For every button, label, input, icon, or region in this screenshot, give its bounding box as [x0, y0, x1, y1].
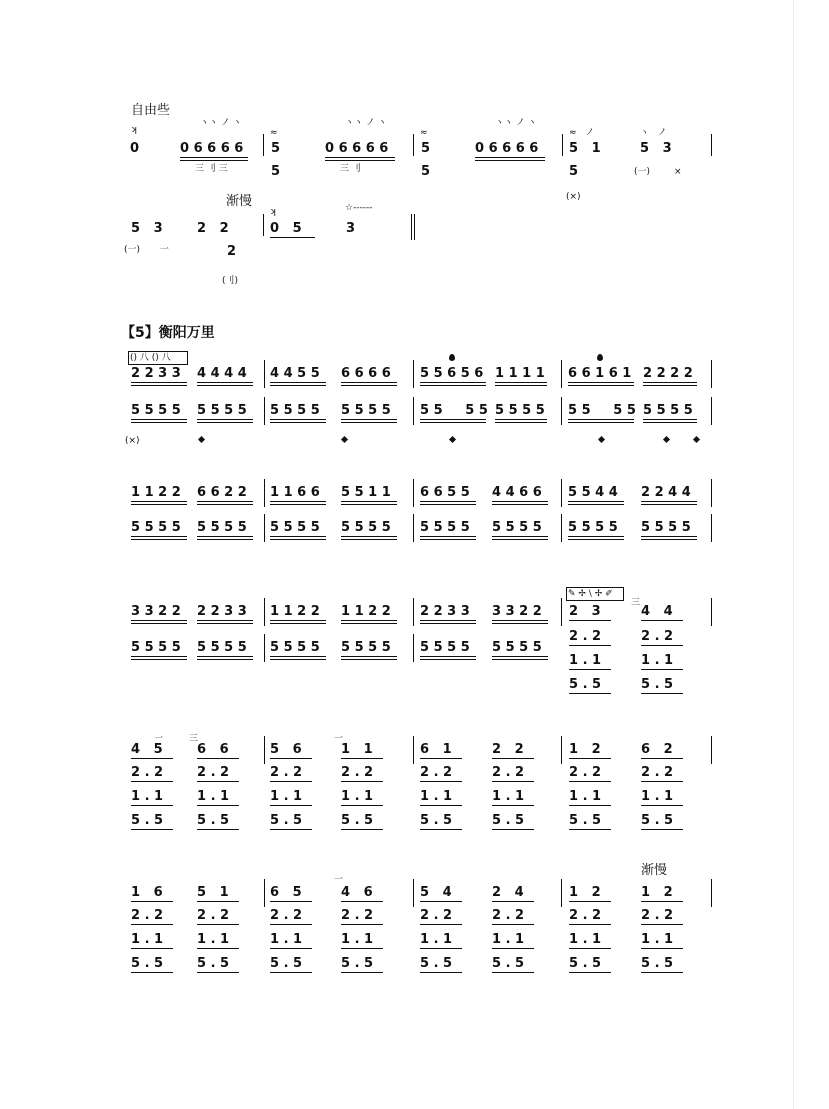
fingering-text: () 八 () 八 — [130, 353, 171, 363]
barline — [264, 598, 265, 626]
stack-note: 5 . 5 — [569, 956, 602, 971]
note-group: 0 6 6 6 6 — [325, 141, 389, 156]
note: 5 1 — [569, 141, 601, 156]
note-group: 6 5 — [270, 885, 302, 900]
barline — [264, 879, 265, 907]
note-group: 5 5 5 5 — [270, 640, 320, 655]
barline — [711, 397, 712, 425]
stack-note: 2 . 2 — [131, 765, 164, 780]
arc-mark: ヽヽ ノ ヽ — [495, 118, 537, 128]
note-group: 5 5 5 5 — [197, 640, 247, 655]
stack-note: 2 . 2 — [270, 908, 303, 923]
mark: (一) — [634, 167, 651, 177]
stack-note: 1 . 1 — [341, 932, 374, 947]
final-barline — [414, 214, 415, 240]
dot-mark — [341, 436, 348, 443]
ornament: ≈ — [420, 128, 428, 138]
stack-note: 2 . 2 — [420, 765, 453, 780]
note-group: 5 5 5 5 — [131, 640, 181, 655]
note-group: 1 2 — [641, 885, 673, 900]
note-group: 5 5 5 5 — [420, 403, 488, 418]
barline — [561, 736, 562, 764]
note-group: 1 1 6 6 — [270, 485, 320, 500]
note-group: 2 4 — [492, 885, 524, 900]
note-group: 5 5 5 5 — [420, 520, 470, 535]
tempo-slow-label: 渐慢 — [226, 194, 253, 209]
mark: × — [674, 167, 682, 177]
arc-mark: ヽヽ ノ ヽ — [200, 118, 242, 128]
stack-note: 2 . 2 — [569, 629, 602, 644]
note-group: 5 5 5 5 — [197, 520, 247, 535]
ornament: ヽ ノ — [640, 128, 667, 138]
note-group: 2 3 — [569, 604, 601, 619]
mark: 一 — [160, 245, 170, 255]
stack-note: 1 . 1 — [641, 789, 674, 804]
stack-note: 1 . 1 — [641, 932, 674, 947]
note-group: 5 1 — [197, 885, 229, 900]
note-group: 4 6 — [341, 885, 373, 900]
ornament: ≈ — [270, 128, 278, 138]
barline — [711, 360, 712, 388]
note-group: 2 2 3 3 — [131, 366, 181, 381]
breath-mark: ʞ — [270, 207, 277, 217]
barline — [264, 634, 265, 662]
technique-mark: 三 刂 — [340, 164, 361, 174]
stack-note: 1 . 1 — [197, 789, 230, 804]
note-group: 4 4 5 5 — [270, 366, 320, 381]
stack-note: 2 . 2 — [270, 765, 303, 780]
stack-note: 5 . 5 — [641, 813, 674, 828]
note-group: 1 6 — [131, 885, 163, 900]
note-group: 4 4 — [641, 604, 673, 619]
note-group: 5 5 5 5 — [131, 403, 181, 418]
stack-note: 1 . 1 — [131, 932, 164, 947]
stack-note: 5 . 5 — [492, 813, 525, 828]
section-title: 【5】衡阳万里 — [121, 325, 215, 341]
note: 2 — [227, 244, 237, 259]
mark: 一 — [334, 734, 344, 744]
barline — [561, 879, 562, 907]
note-group: 0 6 6 6 6 — [180, 141, 244, 156]
stack-note: 5 . 5 — [197, 956, 230, 971]
stack-note: 2 . 2 — [131, 908, 164, 923]
note: 5 — [421, 164, 431, 179]
fermata: ☆------ — [345, 203, 373, 213]
stack-note: 5 . 5 — [641, 956, 674, 971]
stack-note: 5 . 5 — [197, 813, 230, 828]
barline — [413, 397, 414, 425]
note-group: 2 2 2 2 — [643, 366, 693, 381]
mark: 一 — [334, 875, 344, 885]
note-group: 5 5 5 5 — [341, 640, 391, 655]
note-group: 5 5 5 5 — [131, 520, 181, 535]
accent-mark — [597, 354, 603, 361]
note-group: 6 6 5 5 — [420, 485, 470, 500]
note-group: 5 5 5 5 — [643, 403, 693, 418]
barline — [561, 360, 562, 388]
barline — [413, 598, 414, 626]
dot-mark — [598, 436, 605, 443]
note: 5 3 — [131, 221, 163, 236]
barline — [263, 134, 264, 156]
note: 5 — [271, 141, 281, 156]
barline — [264, 479, 265, 507]
barline — [413, 879, 414, 907]
note: 5 — [271, 164, 281, 179]
barline — [264, 397, 265, 425]
note-group: 2 2 3 3 — [197, 604, 247, 619]
note-group: 6 2 — [641, 742, 673, 757]
barline — [413, 134, 414, 156]
note-group: 6 6 6 6 — [341, 366, 391, 381]
note-group: 1 1 — [341, 742, 373, 757]
barline — [413, 634, 414, 662]
note-group: 5 5 5 5 — [492, 640, 542, 655]
note-group: 4 5 — [131, 742, 163, 757]
stack-note: 2 . 2 — [341, 765, 374, 780]
stack-note: 1 . 1 — [492, 789, 525, 804]
stack-note: 2 . 2 — [492, 765, 525, 780]
note-group: 5 5 5 5 — [270, 520, 320, 535]
stack-note: 2 . 2 — [197, 765, 230, 780]
breath-mark: ʞ — [131, 125, 138, 135]
note-group: 5 5 5 5 — [492, 520, 542, 535]
note-group: 5 5 6 5 6 — [420, 366, 484, 381]
fingering-text: ✎ ✢ \ ✢ ✐ — [568, 589, 613, 599]
note-group: 5 5 5 5 — [270, 403, 320, 418]
note-group: 0 6 6 6 6 — [475, 141, 539, 156]
stack-note: 2 . 2 — [569, 765, 602, 780]
barline — [413, 514, 414, 542]
stack-note: 5 . 5 — [270, 956, 303, 971]
note: 5 3 — [640, 141, 672, 156]
accent-mark — [449, 354, 455, 361]
stack-note: 5 . 5 — [420, 813, 453, 828]
note-group: 5 5 4 4 — [568, 485, 618, 500]
note-group: 2 2 — [492, 742, 524, 757]
barline — [263, 214, 264, 236]
barline — [413, 479, 414, 507]
mark: (×) — [125, 436, 140, 446]
stack-note: 5 . 5 — [341, 813, 374, 828]
stack-note: 5 . 5 — [131, 813, 164, 828]
note-group: 5 5 5 5 — [341, 403, 391, 418]
note-group: 5 6 — [270, 742, 302, 757]
barline — [711, 598, 712, 626]
mark: (刂) — [222, 276, 239, 286]
note-group: 5 5 5 5 — [197, 403, 247, 418]
stack-note: 1 . 1 — [492, 932, 525, 947]
note-group: 1 1 2 2 — [131, 485, 181, 500]
barline — [561, 514, 562, 542]
note-group: 5 5 5 5 — [568, 403, 636, 418]
stack-note: 5 . 5 — [131, 956, 164, 971]
tempo-slow-label: 渐慢 — [641, 863, 668, 878]
note-group: 1 2 — [569, 885, 601, 900]
note: 3 — [346, 221, 356, 236]
stack-note: 5 . 5 — [569, 677, 602, 692]
barline — [264, 736, 265, 764]
note-group: 3 3 2 2 — [131, 604, 181, 619]
note-group: 1 2 — [569, 742, 601, 757]
arc-mark: ヽヽ ノ ヽ — [345, 118, 387, 128]
note-group: 6 6 1 6 1 — [568, 366, 632, 381]
barline — [711, 134, 712, 156]
stack-note: 5 . 5 — [569, 813, 602, 828]
stack-note: 5 . 5 — [270, 813, 303, 828]
stack-note: 1 . 1 — [131, 789, 164, 804]
stack-note: 2 . 2 — [492, 908, 525, 923]
stack-note: 5 . 5 — [641, 677, 674, 692]
final-barline — [411, 214, 412, 240]
note-group: 5 5 1 1 — [341, 485, 391, 500]
note-group: 2 2 4 4 — [641, 485, 691, 500]
note: 0 5 — [270, 221, 302, 236]
stack-note: 1 . 1 — [270, 789, 303, 804]
mark: 三 — [631, 598, 641, 608]
note-group: 5 4 — [420, 885, 452, 900]
ornament: ≈ ノ — [569, 128, 595, 138]
note-group: 1 1 1 1 — [495, 366, 545, 381]
note: 0 — [130, 141, 140, 156]
stack-note: 2 . 2 — [641, 908, 674, 923]
dot-mark — [198, 436, 205, 443]
mark: 一 — [154, 734, 164, 744]
page-edge — [793, 0, 794, 1109]
stack-note: 1 . 1 — [569, 789, 602, 804]
barline — [711, 479, 712, 507]
stack-note: 1 . 1 — [270, 932, 303, 947]
stack-note: 5 . 5 — [341, 956, 374, 971]
note-group: 6 6 — [197, 742, 229, 757]
barline — [711, 514, 712, 542]
note-group: 5 5 5 5 — [641, 520, 691, 535]
dot-mark — [449, 436, 456, 443]
note: 2 2 — [197, 221, 229, 236]
note: 5 — [569, 164, 579, 179]
note-group: 6 1 — [420, 742, 452, 757]
technique-mark: 三 刂 三 — [195, 164, 228, 174]
stack-note: 2 . 2 — [641, 765, 674, 780]
note-group: 5 5 5 5 — [568, 520, 618, 535]
stack-note: 1 . 1 — [420, 789, 453, 804]
note: 5 — [421, 141, 431, 156]
barline — [264, 360, 265, 388]
stack-note: 2 . 2 — [420, 908, 453, 923]
note-group: 1 1 2 2 — [270, 604, 320, 619]
note-group: 5 5 5 5 — [341, 520, 391, 535]
note-group: 6 6 2 2 — [197, 485, 247, 500]
stack-note: 1 . 1 — [569, 653, 602, 668]
stack-note: 1 . 1 — [197, 932, 230, 947]
dot-mark — [663, 436, 670, 443]
barline — [413, 360, 414, 388]
barline — [413, 736, 414, 764]
barline — [711, 736, 712, 764]
stack-note: 2 . 2 — [569, 908, 602, 923]
barline — [264, 514, 265, 542]
barline — [561, 397, 562, 425]
stack-note: 1 . 1 — [420, 932, 453, 947]
stack-note: 1 . 1 — [569, 932, 602, 947]
stack-note: 5 . 5 — [492, 956, 525, 971]
tempo-free-label: 自由些 — [131, 103, 171, 118]
barline — [561, 479, 562, 507]
stack-note: 2 . 2 — [197, 908, 230, 923]
note-group: 2 2 3 3 — [420, 604, 470, 619]
note-group: 1 1 2 2 — [341, 604, 391, 619]
stack-note: 2 . 2 — [641, 629, 674, 644]
note-group: 4 4 4 4 — [197, 366, 247, 381]
note-group: 4 4 6 6 — [492, 485, 542, 500]
barline — [711, 879, 712, 907]
barline — [561, 598, 562, 626]
note-group: 3 3 2 2 — [492, 604, 542, 619]
stack-note: 1 . 1 — [641, 653, 674, 668]
stack-note: 2 . 2 — [341, 908, 374, 923]
barline — [562, 134, 563, 156]
stack-note: 1 . 1 — [341, 789, 374, 804]
note-group: 5 5 5 5 — [495, 403, 545, 418]
stack-note: 5 . 5 — [420, 956, 453, 971]
dot-mark — [693, 436, 700, 443]
mark: 三 — [189, 734, 199, 744]
mark: (一) — [124, 245, 141, 255]
mark: (×) — [566, 192, 581, 202]
note-group: 5 5 5 5 — [420, 640, 470, 655]
